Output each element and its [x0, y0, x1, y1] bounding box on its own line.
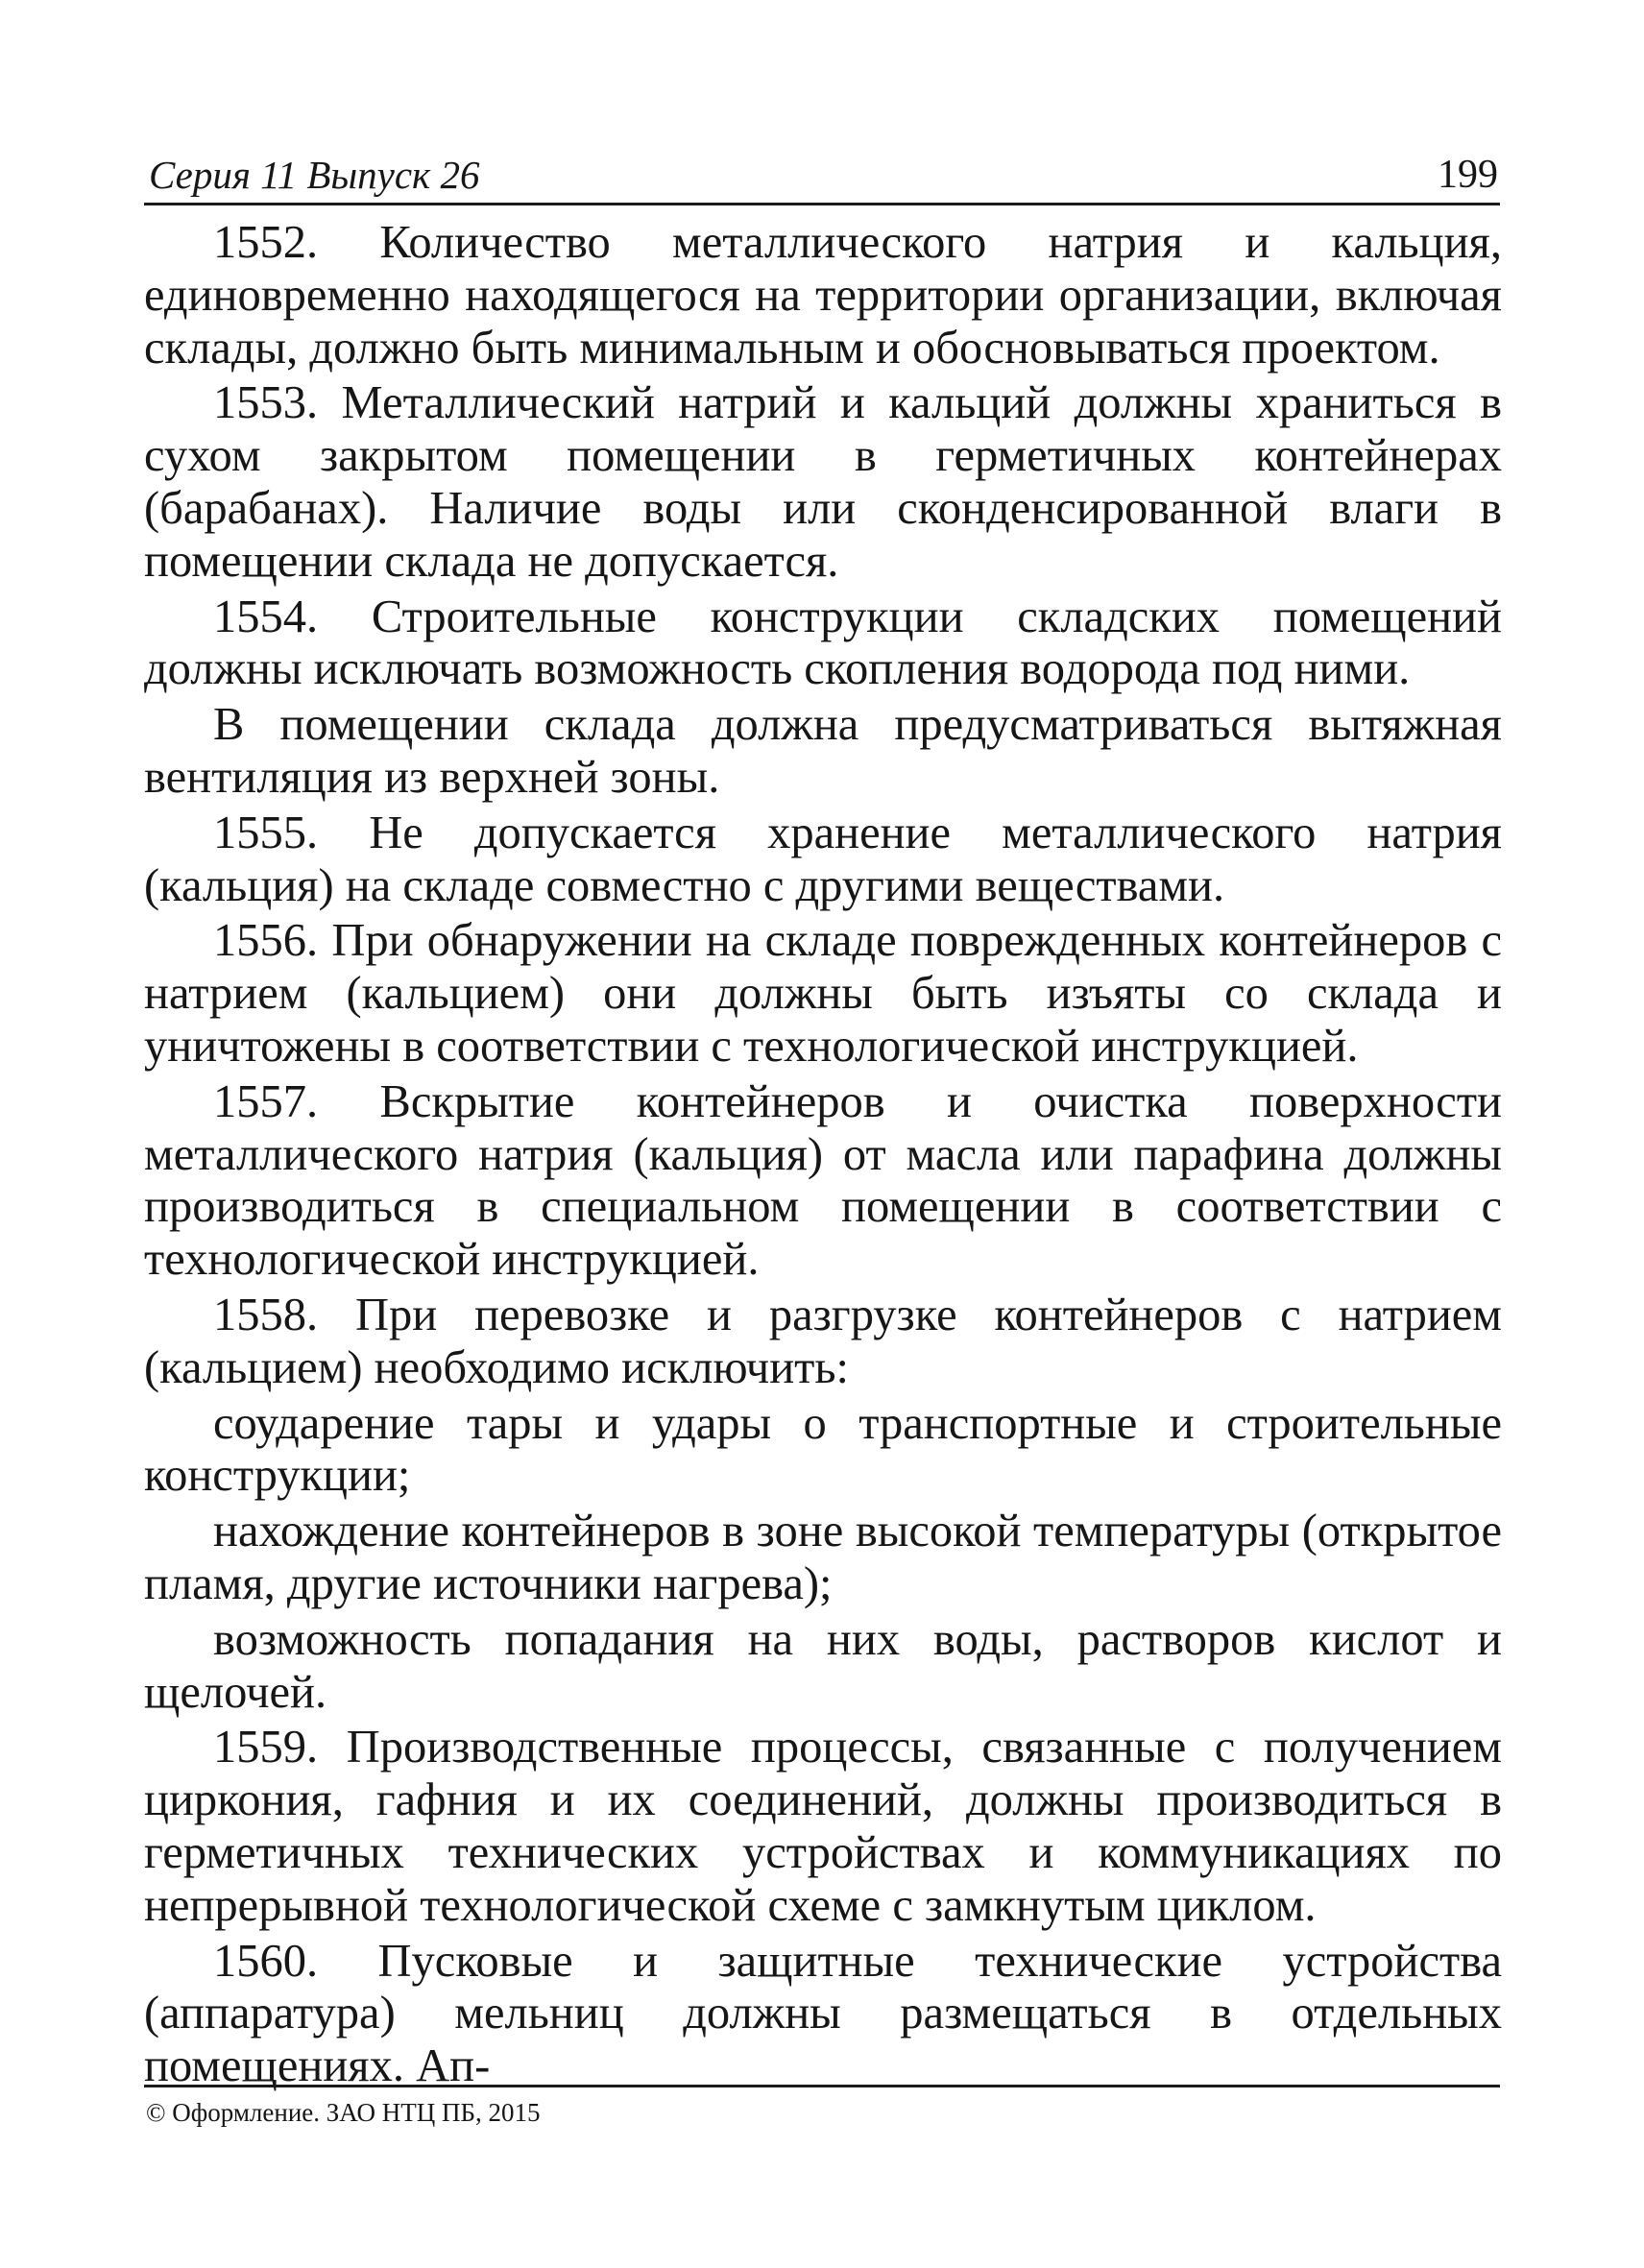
paragraph-1552: 1552. Количество металлического натрия и кальция, единовременно находящегося на территории организации, включая склады, должно быть минимальным и обосновываться проектом.	[144, 217, 1502, 374]
paragraph-1559: 1559. Производственные процессы, связанные с получением циркония, гафния и их соединений, должны производиться в герметичных технических устройствах и коммуникациях по непрерывной технологической схеме с замкнутым циклом.	[144, 1722, 1502, 1931]
series-title: Серия 11 Выпуск 26	[149, 153, 480, 197]
body-text	[144, 217, 1502, 2093]
footer	[144, 2085, 1500, 2127]
running-header	[144, 149, 1500, 205]
list-item-water-contact: возможность попадания на них воды, растворов кислот и щелочей.	[144, 1613, 1502, 1718]
paragraph-1554: 1554. Строительные конструкции складских помещений должны исключать возможность скопления водорода под ними.	[144, 591, 1502, 695]
paragraph-1557: 1557. Вскрытие контейнеров и очистка поверхности металлического натрия (кальция) от масла или парафина должны производиться в специальном помещении в соответствии с технологической инструкцией.	[144, 1075, 1502, 1286]
paragraph-1558: 1558. При перевозке и разгрузке контейнеров с натрием (кальцием) необходимо исключить:	[144, 1289, 1502, 1393]
page-number: 199	[1438, 153, 1498, 197]
copyright-notice: © Оформление. ЗАО НТЦ ПБ, 2015	[146, 2098, 541, 2127]
paragraph-1560: 1560. Пусковые и защитные технические устройства (аппаратура) мельниц должны размещаться в отдельных помещениях. Ап-	[144, 1935, 1502, 2092]
paragraph-ventilation: В помещении склада должна предусматриваться вытяжная вентиляция из верхней зоны.	[144, 699, 1502, 803]
list-item-high-temperature: нахождение контейнеров в зоне высокой температуры (открытое пламя, другие источники нагрева);	[144, 1506, 1502, 1609]
list-item-collision: соударение тары и удары о транспортные и строительные конструкции;	[144, 1397, 1502, 1502]
paragraph-1556: 1556. При обнаружении на складе поврежденных контейнеров с натрием (кальцием) они должны быть изъяты со склада и уничтожены в соответствии с технологической инструкцией.	[144, 915, 1502, 1072]
paragraph-1553: 1553. Металлический натрий и кальций должны храниться в сухом закрытом помещении в герметичных контейнерах (барабанах). Наличие воды или сконденсированной влаги в помещении склада не допускается.	[144, 377, 1502, 587]
paragraph-1555: 1555. Не допускается хранение металлического натрия (кальция) на складе совместно с другими веществами.	[144, 807, 1502, 911]
